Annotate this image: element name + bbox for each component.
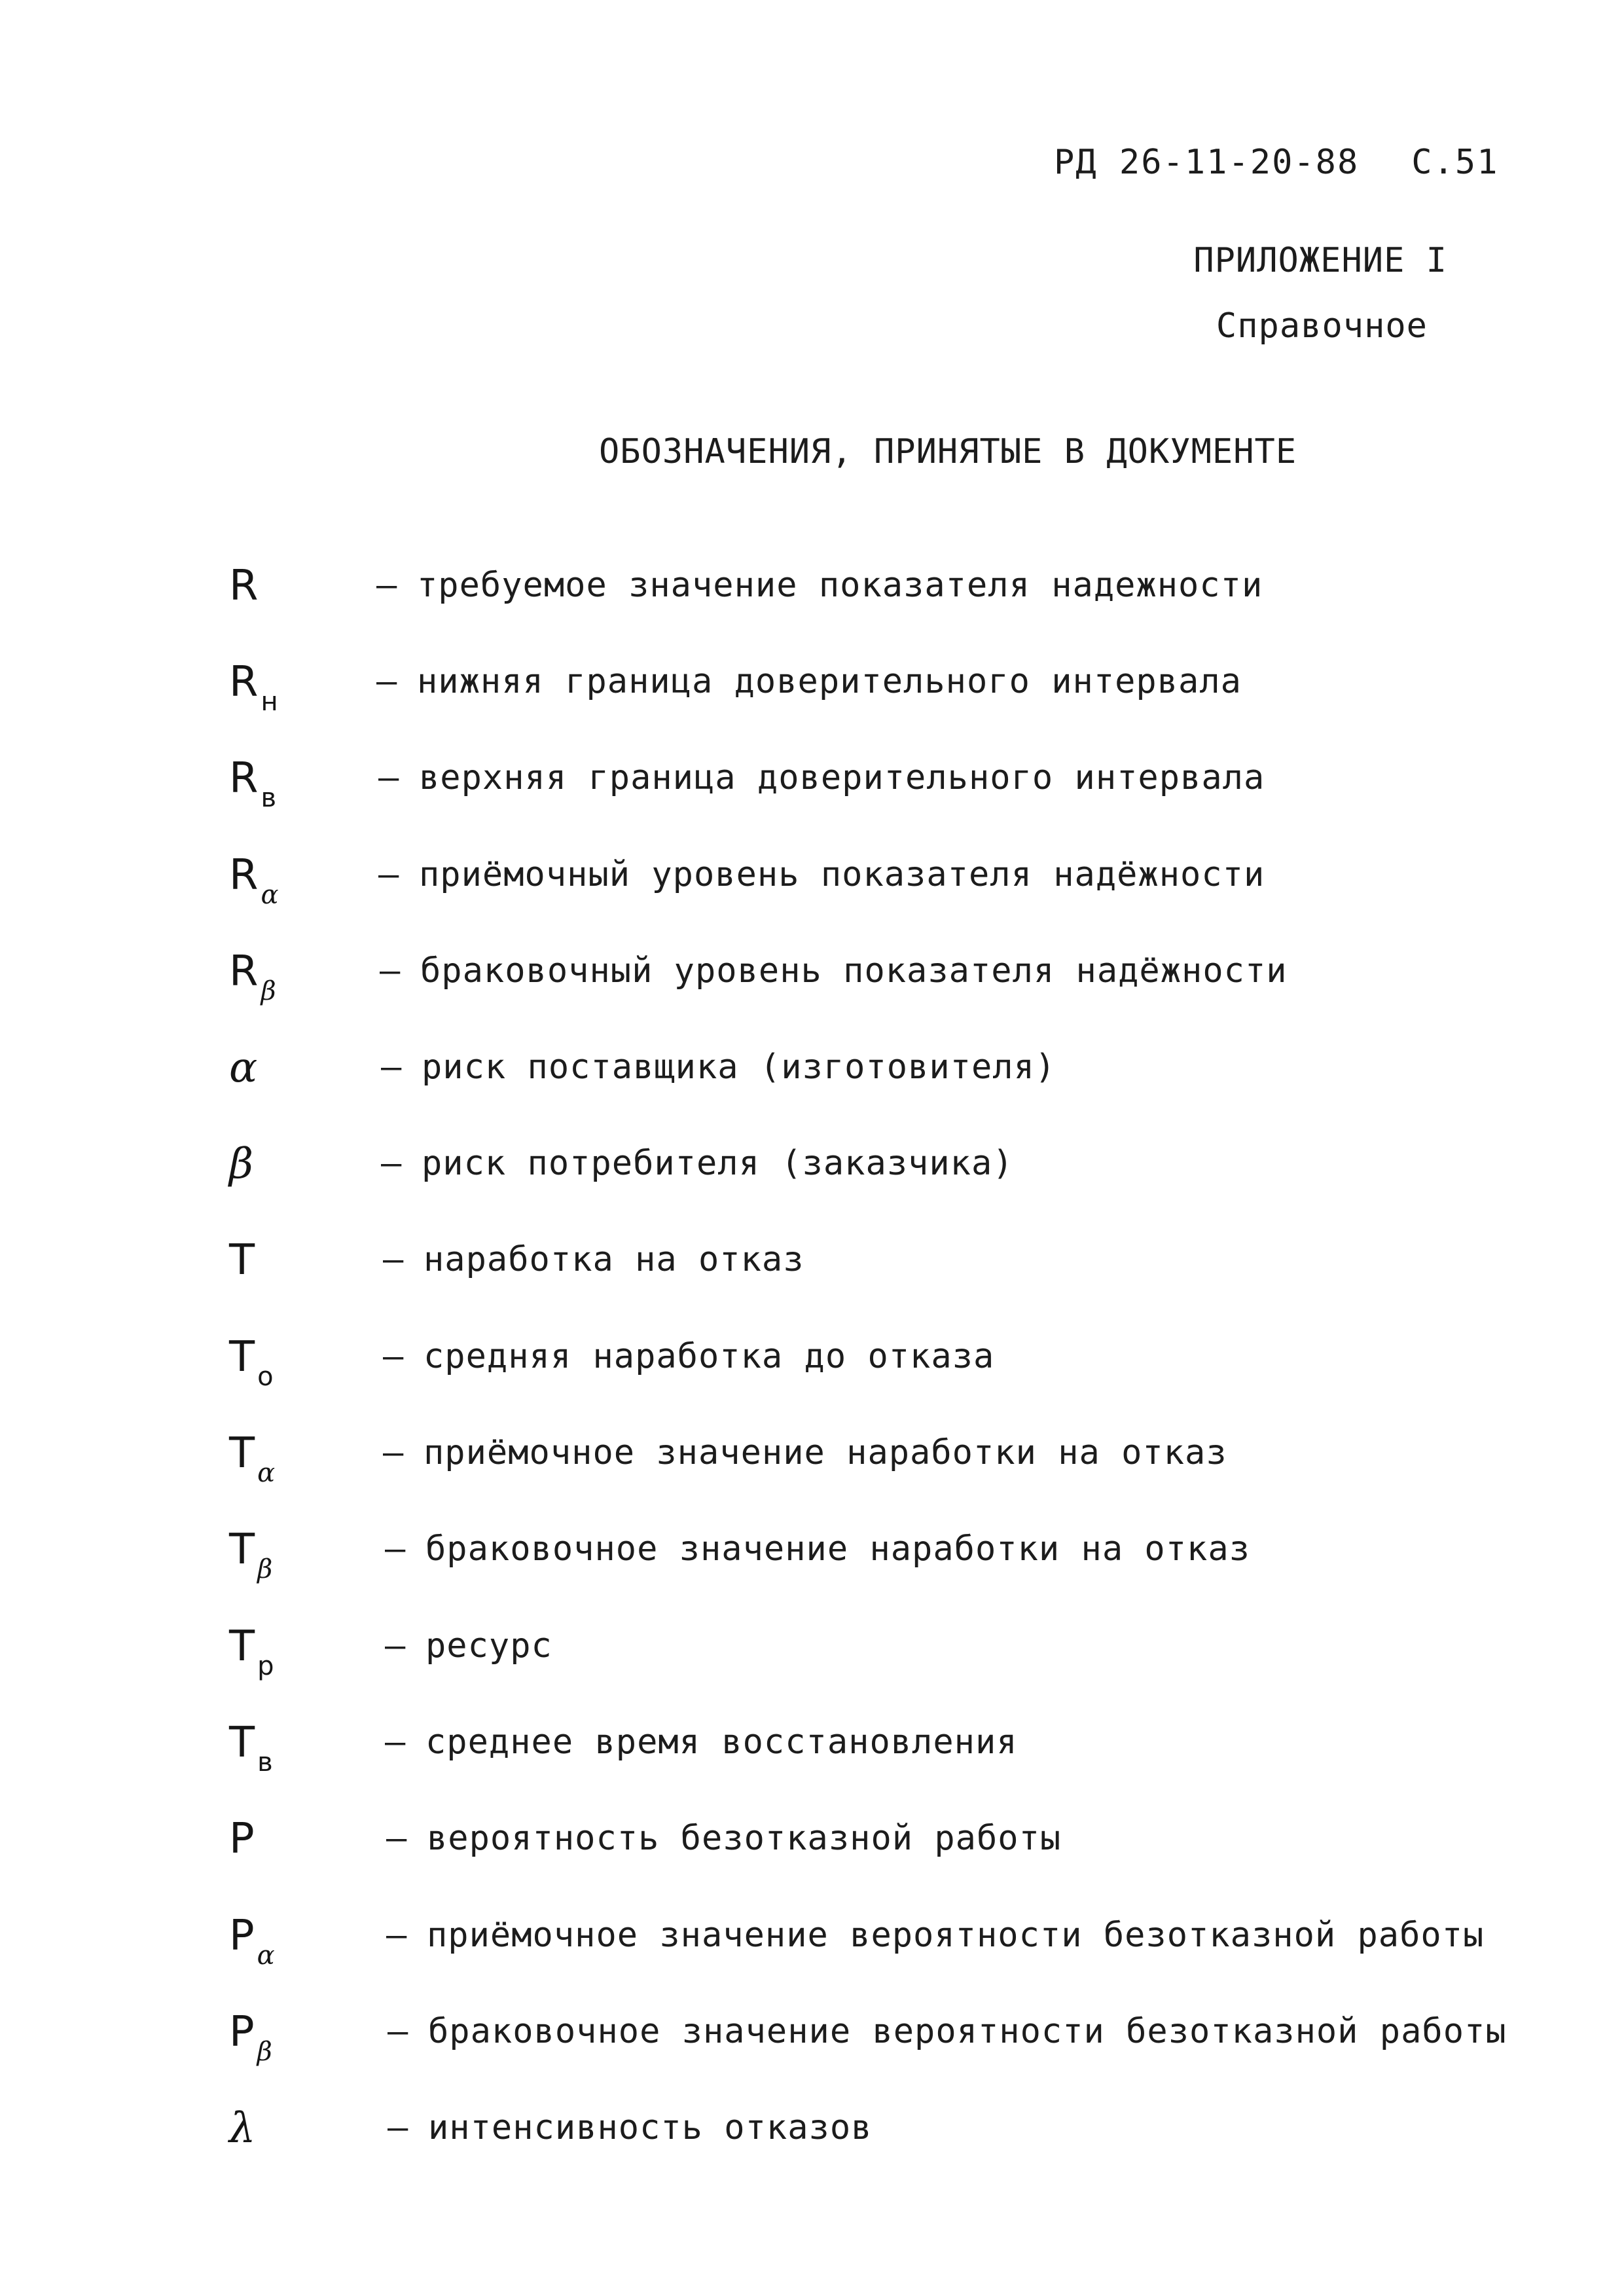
symbol-subscript: β (257, 1554, 273, 1584)
notation-dash: – (383, 1433, 404, 1472)
notation-symbol (229, 754, 277, 813)
notation-description: браковочный уровень показателя надёжности (420, 951, 1288, 991)
notation-entry (0, 754, 1624, 826)
notation-entry (0, 1044, 1624, 1116)
notation-description: ресурс (425, 1626, 552, 1666)
notation-dash: – (383, 1337, 404, 1376)
notation-symbol (229, 1333, 274, 1392)
page-header (1054, 143, 1499, 182)
notation-dash: – (385, 1529, 406, 1569)
notation-description: интенсивность отказов (428, 2108, 873, 2147)
notation-description: браковочное значение наработки на отказ (425, 1529, 1250, 1569)
notation-symbol (229, 1236, 255, 1285)
notation-dash: – (385, 1626, 406, 1666)
symbol-base: λ (229, 2104, 256, 2153)
notation-entry (0, 2104, 1624, 2176)
notation-description: приёмочный уровень показателя надёжности (419, 855, 1265, 894)
notation-description: наработка на отказ (424, 1240, 804, 1279)
notation-entry (0, 2008, 1624, 2080)
notation-symbol (229, 2104, 256, 2153)
symbol-base: R (229, 562, 259, 610)
symbol-base: P (229, 1815, 255, 1863)
notation-entry (0, 947, 1624, 1019)
notation-symbol (229, 1719, 273, 1777)
notation-entry (0, 1719, 1624, 1791)
symbol-base: R (229, 851, 259, 900)
notation-dash: – (378, 855, 399, 894)
symbol-base: T (229, 1333, 255, 1381)
notation-dash: – (381, 1144, 402, 1183)
symbol-base: T (229, 1429, 255, 1478)
notation-description: верхняя граница доверительного интервала (419, 758, 1265, 797)
notation-symbol (229, 658, 278, 717)
notation-dash: – (388, 2012, 408, 2051)
document-code: РД 26-11-20-88 (1054, 143, 1360, 182)
symbol-subscript: в (257, 1747, 273, 1777)
notation-symbol (229, 1044, 257, 1092)
notation-entry (0, 1333, 1624, 1405)
symbol-subscript: α (257, 1458, 276, 1488)
notation-symbol (229, 851, 279, 910)
notation-description: браковочное значение вероятности безотказной работы (428, 2012, 1507, 2051)
notation-dash: – (383, 1240, 404, 1279)
symbol-base: T (229, 1236, 255, 1285)
notation-entry (0, 1429, 1624, 1501)
symbol-subscript: р (257, 1651, 274, 1681)
symbol-base: R (229, 754, 259, 803)
notation-description: нижняя граница доверительного интервала (417, 662, 1242, 701)
appendix-type: Справочное (1216, 306, 1428, 346)
notation-entry (0, 1236, 1624, 1308)
notation-dash: – (376, 662, 397, 701)
notation-dash: – (388, 2108, 408, 2147)
symbol-base: P (229, 2008, 255, 2056)
notation-entry (0, 851, 1624, 923)
notation-entry (0, 1525, 1624, 1597)
notation-description: риск поставщика (изготовителя) (422, 1048, 1056, 1087)
symbol-base: α (229, 1044, 258, 1092)
notation-dash: – (386, 1819, 407, 1858)
symbol-base: R (229, 658, 259, 706)
symbol-base: T (229, 1525, 255, 1574)
notation-symbol (229, 1912, 275, 1971)
symbol-subscript: н (261, 687, 278, 717)
notation-dash: – (378, 758, 399, 797)
notation-symbol (229, 1622, 274, 1681)
notation-entry (0, 562, 1624, 634)
notation-description: средняя наработка до отказа (424, 1337, 995, 1376)
notation-symbol (229, 1140, 253, 1188)
notation-symbol (229, 1429, 276, 1488)
symbol-subscript: α (261, 880, 279, 910)
notation-entry (0, 658, 1624, 730)
notation-symbol (229, 1525, 273, 1584)
symbol-base: R (229, 947, 259, 996)
symbol-subscript: в (261, 783, 277, 813)
symbol-subscript: о (257, 1362, 274, 1392)
notation-description: приёмочное значение вероятности безотказной работы (427, 1916, 1485, 1955)
page-number: С.51 (1411, 143, 1499, 182)
notation-symbol (229, 1815, 255, 1863)
symbol-base: T (229, 1719, 255, 1767)
notation-description: риск потребителя (заказчика) (422, 1144, 1014, 1183)
notation-entry (0, 1140, 1624, 1212)
notation-description: требуемое значение показателя надежности (417, 566, 1263, 605)
notation-entry (0, 1815, 1624, 1887)
section-title: ОБОЗНАЧЕНИЯ, ПРИНЯТЫЕ В ДОКУМЕНТЕ (599, 432, 1297, 471)
notation-description: приёмочное значение наработки на отказ (424, 1433, 1227, 1472)
symbol-subscript: α (257, 1941, 275, 1971)
notation-dash: – (376, 566, 397, 605)
notation-description: вероятность безотказной работы (427, 1819, 1062, 1858)
appendix-label: ПРИЛОЖЕНИЕ I (1193, 241, 1447, 280)
notation-symbol (229, 947, 276, 1006)
notation-symbol (229, 2008, 272, 2067)
notation-dash: – (381, 1048, 402, 1087)
notation-dash: – (386, 1916, 407, 1955)
notation-entry (0, 1622, 1624, 1694)
notation-entry (0, 1912, 1624, 1984)
notation-dash: – (385, 1722, 406, 1762)
notation-dash: – (380, 951, 401, 991)
symbol-base: T (229, 1622, 255, 1671)
symbol-base: P (229, 1912, 255, 1960)
symbol-base: β (229, 1140, 253, 1188)
notation-description: среднее время восстановления (425, 1722, 1018, 1762)
symbol-subscript: β (261, 976, 276, 1006)
notation-symbol (229, 562, 258, 610)
symbol-subscript: β (257, 2037, 272, 2067)
